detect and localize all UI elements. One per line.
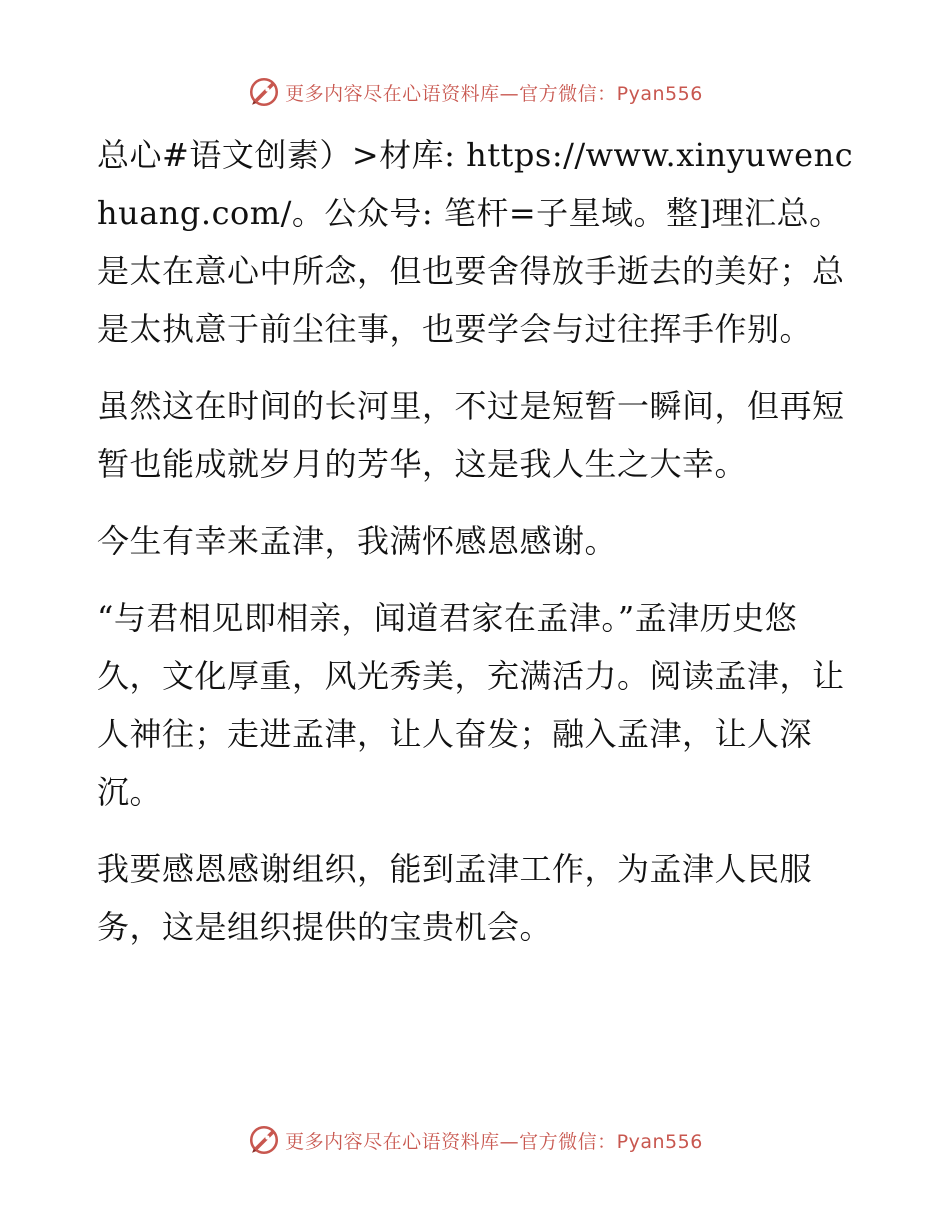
header-banner-text: 更多内容尽在心语资料库—官方微信：Pyan556 (285, 82, 703, 105)
paragraph-3: 今生有幸来孟津，我满怀感恩感谢。 (97, 522, 618, 560)
document-body (97, 126, 857, 975)
paragraph-5: 我要感恩感谢组织，能到孟津工作，为孟津人民服务，这是组织提供的宝贵机会。 (97, 850, 813, 946)
header-banner (0, 72, 950, 112)
paragraph-4: “与君相见即相亲，闻道君家在孟津。”孟津历史悠久，文化厚重，风光秀美，充满活力。阅读孟津，让人神往；走进孟津，让人奋发；融入孟津，让人深沉。 (97, 599, 845, 811)
pen-logo-icon (247, 1123, 281, 1157)
footer-banner-text: 更多内容尽在心语资料库—官方微信：Pyan556 (285, 1130, 703, 1153)
pen-logo-icon (247, 75, 281, 109)
paragraph-1: 总心#语文创素）>材库: https://www.xinyuwenchuang.com/。公众号: 笔杆=子星域。整]理汇总。是太在意心中所念，但也要舍得放手逝去的美好；总是太执意于前尘往事，也要学会与过往挥手作别。 (97, 136, 854, 348)
footer-banner (0, 1120, 950, 1160)
paragraph-2: 虽然这在时间的长河里，不过是短暂一瞬间，但再短暂也能成就岁月的芳华，这是我人生之大幸。 (97, 387, 845, 483)
